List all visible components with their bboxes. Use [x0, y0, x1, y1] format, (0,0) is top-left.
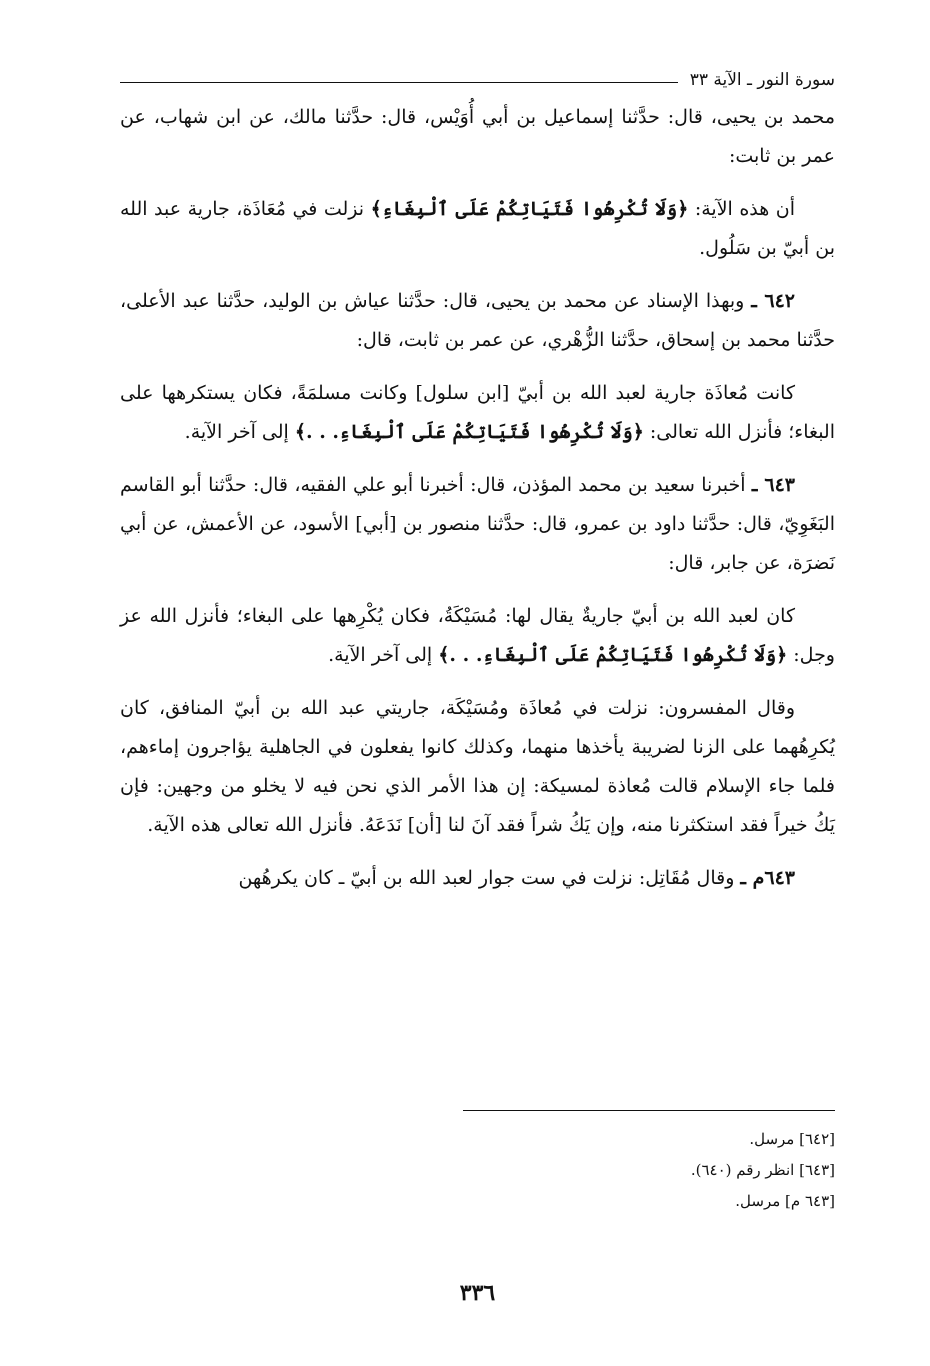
- quran-verse: ﴿وَلَا تُكْرِهُوا فَتَيَاتِكُمْ عَلَى ٱلْبِغَاءِ. . .﴾: [294, 421, 644, 443]
- paragraph-matn-642: [120, 374, 835, 452]
- paragraph-text: كان لعبد الله بن أبيّ جاريةٌ يقال لها: مُسَيْكَةُ، فكان يُكْرِهها على البغاء؛ فأنزل الله عز وجل:: [120, 605, 835, 666]
- hadith-number: ٦٤٣ ـ: [751, 474, 795, 496]
- footnote-rule: [463, 1110, 835, 1111]
- running-header: [120, 62, 835, 98]
- paragraph-mufassirun: [120, 689, 835, 845]
- quran-verse: ﴿وَلَا تُكْرِهُوا فَتَيَاتِكُمْ عَلَى ٱلْبِغَاءِ. . .﴾: [438, 644, 788, 666]
- hadith-number: ٦٤٣م ـ: [740, 867, 795, 889]
- text-line: ابن شهاب، عن عمر بن ثابت:: [120, 106, 835, 167]
- main-text: [120, 98, 835, 898]
- book-page: [120, 62, 835, 1342]
- paragraph-text: إلى آخر الآية.: [184, 421, 295, 443]
- hadith-642: [120, 282, 835, 360]
- paragraph-text: أن هذه الآية:: [688, 198, 795, 220]
- hadith-number: ٦٤٢ ـ: [751, 290, 795, 312]
- paragraph-text: نزلت في مُعَاذَة، جارية عبد الله بن أبيّ بن سَلُول.: [120, 198, 835, 259]
- text-line: محمد بن يحيى، قال: حدَّثنا إسماعيل بن أبي أُوَيْس، قال: حدَّثنا مالك، عن: [249, 106, 835, 128]
- page-number: ٣٣٦: [459, 1280, 496, 1306]
- hadith-643m: [120, 859, 835, 898]
- paragraph-text: وقال مُقَاتِل: نزلت في ست جوار لعبد الله بن أبيّ ـ كان يكرهُهن: [238, 867, 741, 889]
- quran-verse: ﴿وَلَا تُكْرِهُوا فَتَيَاتِكُمْ عَلَى ٱلْبِغَاءِ﴾: [370, 198, 689, 220]
- footnote: [٦٤٣ م] مرسل.: [735, 1192, 835, 1210]
- paragraph-text: كانت مُعاذَة جارية لعبد الله بن أبيّ [ابن سلول] وكانت مسلمَةً، فكان يستكرهها على البغاء؛ فأنزل الله تعالى:: [120, 382, 835, 443]
- hadith-643: [120, 466, 835, 583]
- paragraph-text: إلى آخر الآية.: [328, 644, 439, 666]
- paragraph-matn-643: [120, 597, 835, 675]
- paragraph-isnad-1: [120, 98, 835, 176]
- paragraph-text: وبهذا الإسناد عن محمد بن يحيى، قال: حدَّثنا عياش بن الوليد، حدَّثنا عبد الأعلى، حدَّثنا محمد بن إسحاق، حدَّثنا الزُّهْري، عن عمر بن ثابت، قال:: [120, 290, 835, 351]
- header-title: سورة النور ـ الآية ٣٣: [689, 70, 835, 90]
- footnote: [٦٤٢] مرسل.: [749, 1130, 835, 1148]
- paragraph-text: وقال المفسرون: نزلت في مُعاذَة ومُسَيْكَة، جاريتي عبد الله بن أبيّ المنافق، كان يُكرِهُهما على الزنا لضريبة يأخذها منهما، وكذلك كانوا يفعلون في الجاهلية يؤاجرون إماءهم، فلما جاء الإسلام قالت مُعاذة لمسيكة: إن هذا الأمر الذي نحن فيه لا يخلو من وجهين: فإن يَكُ خيراً فقد استكثرنا منه، وإن يَكُ شراً فقد آنَ لنا [أن] نَدَعَهُ. فأنزل الله تعالى هذه الآية.: [120, 697, 835, 836]
- paragraph-matn-1: [120, 190, 835, 268]
- header-rule: [120, 82, 678, 83]
- paragraph-text: أخبرنا سعيد بن محمد المؤذن، قال: أخبرنا أبو علي الفقيه، قال: حدَّثنا أبو القاسم البَغَوِيّ، قال: حدَّثنا داود بن عمرو، قال: حدَّثنا منصور بن [أبي] الأسود، عن الأعمش، عن أبي نَضرَة، عن جابر، قال:: [120, 474, 835, 574]
- footnote: [٦٤٣] انظر رقم (٦٤٠).: [690, 1161, 835, 1179]
- footnotes: [120, 1124, 835, 1217]
